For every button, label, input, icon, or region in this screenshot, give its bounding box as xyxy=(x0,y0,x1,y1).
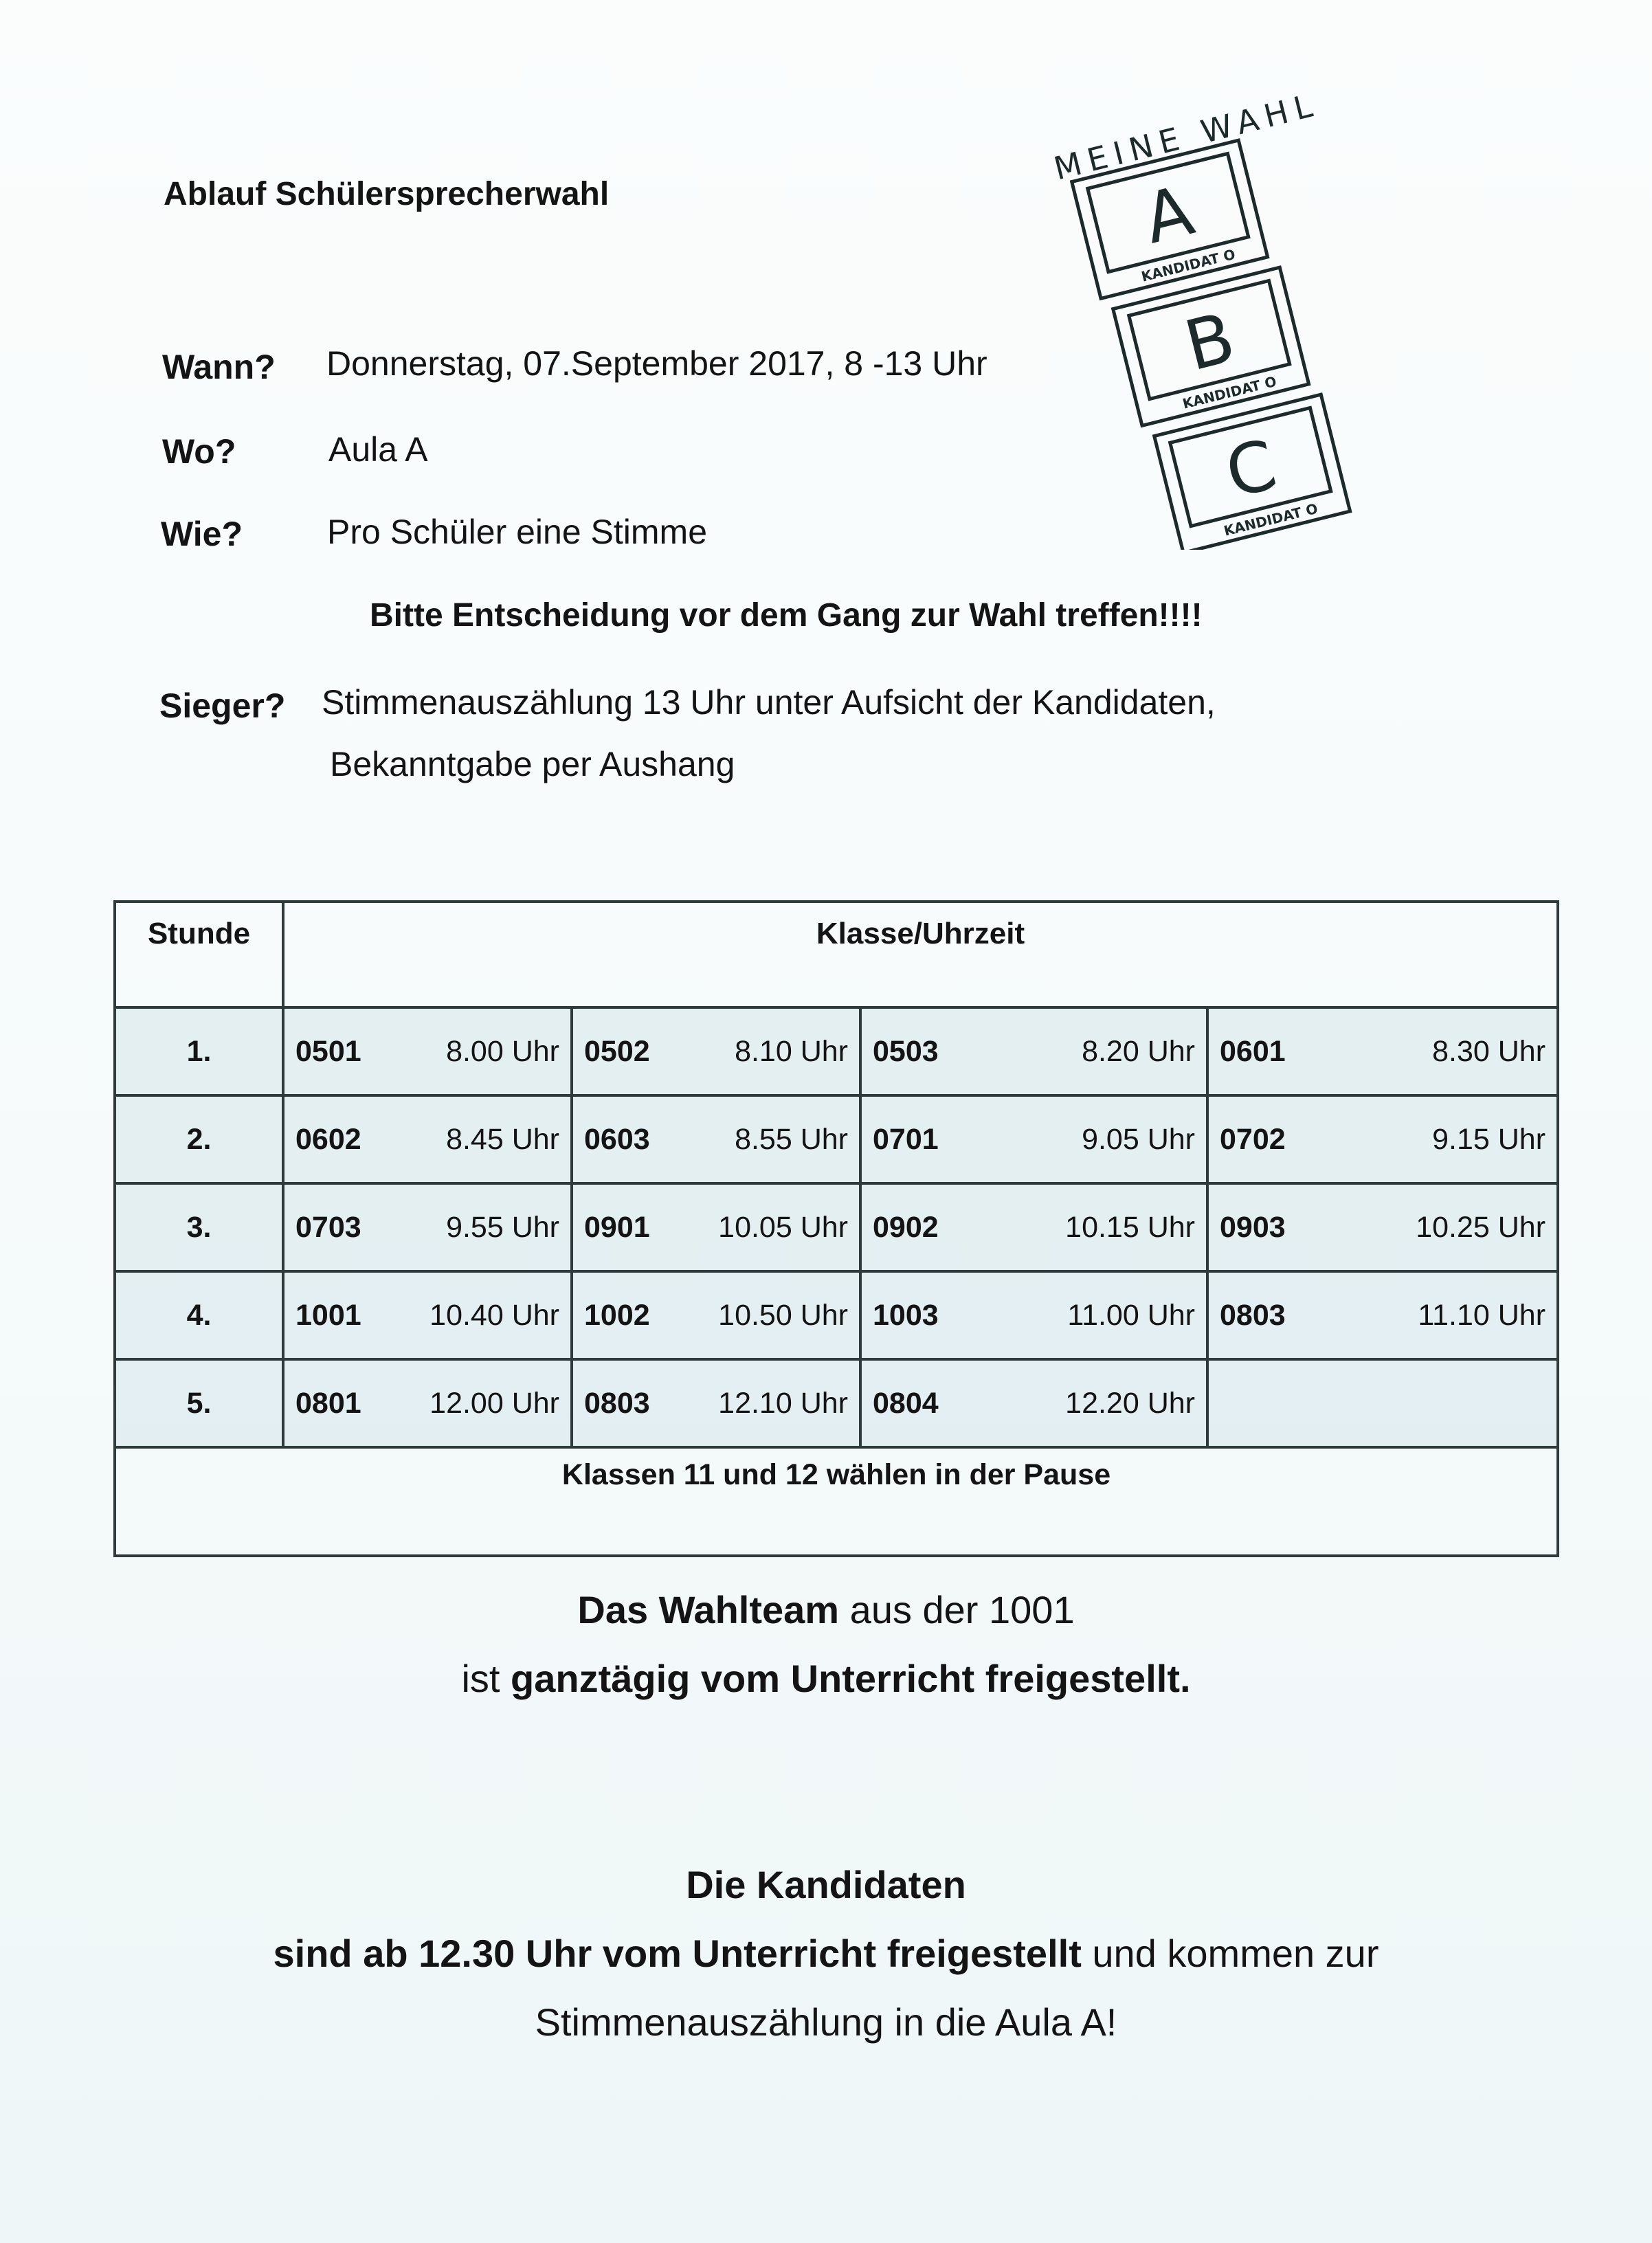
slot-cell xyxy=(1207,1095,1558,1183)
stamp-letter-c: C xyxy=(1218,424,1284,514)
table-row xyxy=(115,1095,1558,1183)
stamp-letter-b: B xyxy=(1177,297,1242,387)
slot-cell xyxy=(283,1271,572,1359)
stamp-box-b xyxy=(1113,267,1309,425)
slot-time: 8.20 Uhr xyxy=(1082,1034,1195,1068)
slot-time: 10.40 Uhr xyxy=(429,1298,559,1332)
slot-cell xyxy=(860,1095,1207,1183)
class-code: 0603 xyxy=(584,1122,650,1156)
slot-time: 9.55 Uhr xyxy=(446,1210,559,1244)
class-code: 0703 xyxy=(295,1210,361,1244)
slot-cell xyxy=(283,1359,572,1447)
slot-cell xyxy=(283,1183,572,1271)
slot-time: 10.25 Uhr xyxy=(1416,1210,1546,1244)
header-klasse-uhrzeit: Klasse/Uhrzeit xyxy=(283,902,1558,1007)
wann-label: Wann? xyxy=(162,348,276,386)
document-title: Ablauf Schülersprecherwahl xyxy=(164,176,610,212)
kandidaten-line-3: Stimmenauszählung in die Aula A! xyxy=(535,2000,1117,2044)
voting-schedule-table xyxy=(113,900,1559,1557)
wahlteam-line-1 xyxy=(0,1587,1652,1632)
slot-time: 9.05 Uhr xyxy=(1082,1122,1195,1156)
table-footer-note: Klassen 11 und 12 wählen in der Pause xyxy=(115,1447,1558,1556)
slot-cell-empty xyxy=(1207,1359,1558,1447)
class-code: 1001 xyxy=(295,1298,361,1332)
table-row xyxy=(115,1183,1558,1271)
stamp-caption-b: KANDIDAT O xyxy=(1181,372,1278,412)
sieger-line-2: Bekanntgabe per Aushang xyxy=(330,745,735,783)
wahlteam-bold: Das Wahlteam xyxy=(577,1588,840,1631)
class-code: 0701 xyxy=(873,1122,939,1156)
slot-time: 8.00 Uhr xyxy=(446,1034,559,1068)
slot-cell xyxy=(860,1359,1207,1447)
class-code: 0601 xyxy=(1220,1034,1286,1068)
slot-cell xyxy=(1207,1007,1558,1095)
class-code: 0803 xyxy=(1220,1298,1286,1332)
kandidaten-heading-text: Die Kandidaten xyxy=(686,1863,966,1906)
class-code: 0804 xyxy=(873,1386,939,1420)
slot-time: 12.10 Uhr xyxy=(718,1386,848,1420)
slot-cell xyxy=(1207,1271,1558,1359)
table-row xyxy=(115,1271,1558,1359)
slot-time: 12.00 Uhr xyxy=(429,1386,559,1420)
slot-time: 10.05 Uhr xyxy=(718,1210,848,1244)
slot-time: 8.30 Uhr xyxy=(1432,1034,1546,1068)
sieger-label: Sieger? xyxy=(159,687,286,725)
hour-cell: 1. xyxy=(115,1007,283,1095)
class-code: 0803 xyxy=(584,1386,650,1420)
class-code: 0801 xyxy=(295,1386,361,1420)
wo-value: Aula A xyxy=(328,430,428,469)
class-code: 0902 xyxy=(873,1210,939,1244)
class-code: 0501 xyxy=(295,1034,361,1068)
wahlteam-line-2 xyxy=(0,1656,1652,1701)
kandidaten-text: und kommen zur xyxy=(1081,1932,1379,1975)
class-code: 0503 xyxy=(873,1034,939,1068)
kandidaten-line-2 xyxy=(0,1931,1652,1976)
kandidaten-bold: sind ab 12.30 Uhr vom Unterricht freigestellt xyxy=(273,1932,1082,1975)
slot-time: 8.45 Uhr xyxy=(446,1122,559,1156)
class-code: 0502 xyxy=(584,1034,650,1068)
table-row xyxy=(115,1007,1558,1095)
slot-cell xyxy=(860,1183,1207,1271)
ballot-stamp xyxy=(1024,27,1409,550)
slot-cell xyxy=(572,1359,860,1447)
class-code: 0903 xyxy=(1220,1210,1286,1244)
slot-cell xyxy=(283,1007,572,1095)
stamp-heading: MEINE WAHL xyxy=(1050,85,1323,188)
class-code: 0602 xyxy=(295,1122,361,1156)
class-code: 1003 xyxy=(873,1298,939,1332)
class-code: 0702 xyxy=(1220,1122,1286,1156)
slot-cell xyxy=(572,1095,860,1183)
wie-value: Pro Schüler eine Stimme xyxy=(327,513,708,551)
wann-value: Donnerstag, 07.September 2017, 8 -13 Uhr xyxy=(326,344,987,383)
kandidaten-heading xyxy=(0,1862,1652,1907)
header-stunde: Stunde xyxy=(115,902,283,1007)
hour-cell: 5. xyxy=(115,1359,283,1447)
table-row xyxy=(115,1359,1558,1447)
stamp-caption-c: KANDIDAT O xyxy=(1222,500,1319,539)
slot-cell xyxy=(572,1271,860,1359)
stamp-box-c xyxy=(1154,394,1350,550)
hour-cell: 4. xyxy=(115,1271,283,1359)
wie-label: Wie? xyxy=(161,515,243,553)
slot-cell xyxy=(572,1007,860,1095)
slot-time: 12.20 Uhr xyxy=(1065,1386,1195,1420)
stamp-letter-a: A xyxy=(1136,170,1201,260)
slot-time: 8.10 Uhr xyxy=(735,1034,848,1068)
slot-time: 10.50 Uhr xyxy=(718,1298,848,1332)
wo-label: Wo? xyxy=(162,432,236,471)
stamp-caption-a: KANDIDAT O xyxy=(1139,245,1237,285)
slot-time: 9.15 Uhr xyxy=(1432,1122,1546,1156)
decision-notice: Bitte Entscheidung vor dem Gang zur Wahl treffen!!!! xyxy=(370,597,1203,634)
wahlteam-text-2: ist xyxy=(461,1657,511,1700)
hour-cell: 2. xyxy=(115,1095,283,1183)
slot-time: 8.55 Uhr xyxy=(735,1122,848,1156)
wahlteam-bold-2: ganztägig vom Unterricht freigestellt. xyxy=(511,1657,1191,1700)
slot-time: 11.00 Uhr xyxy=(1067,1298,1195,1332)
slot-cell xyxy=(860,1007,1207,1095)
hour-cell: 3. xyxy=(115,1183,283,1271)
sieger-line-1: Stimmenauszählung 13 Uhr unter Aufsicht der Kandidaten, xyxy=(322,683,1216,722)
slot-time: 10.15 Uhr xyxy=(1065,1210,1195,1244)
slot-cell xyxy=(283,1095,572,1183)
slot-cell xyxy=(860,1271,1207,1359)
slot-cell xyxy=(1207,1183,1558,1271)
slot-cell xyxy=(572,1183,860,1271)
class-code: 1002 xyxy=(584,1298,650,1332)
slot-time: 11.10 Uhr xyxy=(1418,1298,1546,1332)
wahlteam-text: aus der 1001 xyxy=(839,1588,1075,1631)
class-code: 0901 xyxy=(584,1210,650,1244)
